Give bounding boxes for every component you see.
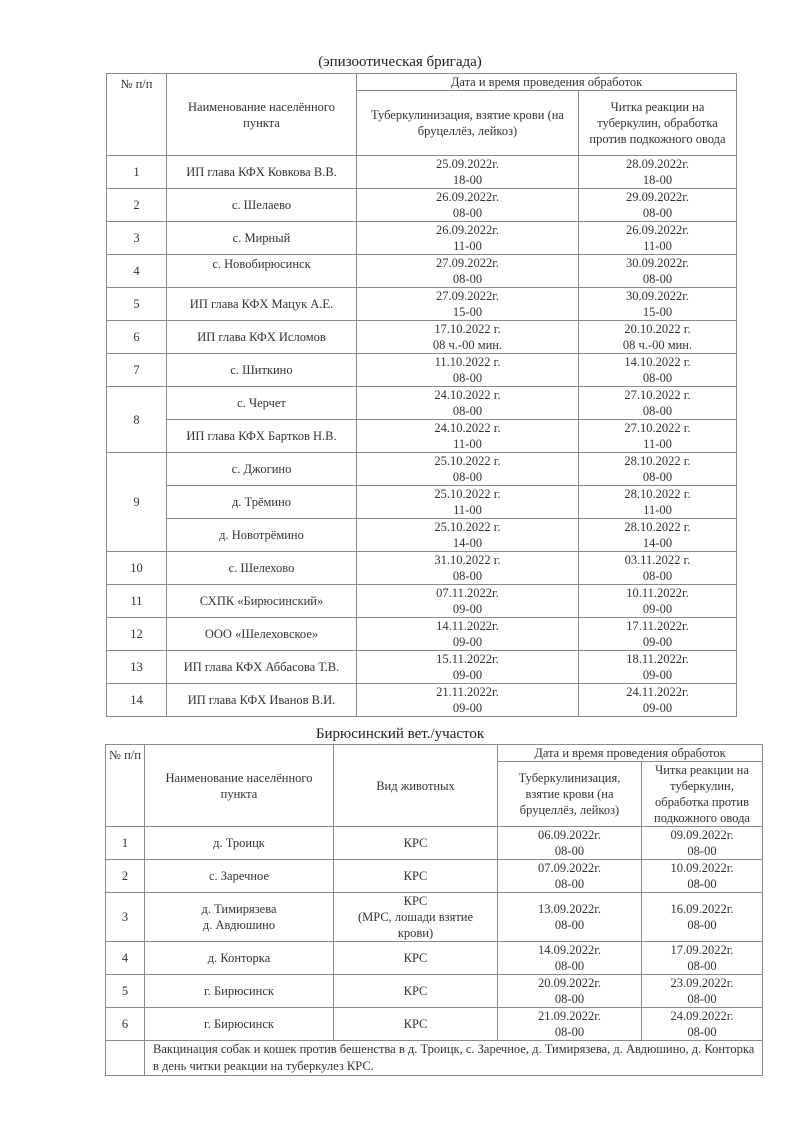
read-datetime: 09.09.2022г. 08-00 — [642, 827, 763, 860]
note-num-empty — [106, 1041, 145, 1076]
tb-datetime: 25.10.2022 г. 14-00 — [357, 519, 579, 552]
table-row — [107, 321, 737, 354]
table-row — [107, 420, 737, 453]
read-datetime: 27.10.2022 г. 08-00 — [579, 387, 737, 420]
read-datetime: 03.11.2022 г. 08-00 — [579, 552, 737, 585]
tb-datetime: 14.11.2022г. 09-00 — [357, 618, 579, 651]
tb-datetime: 07.09.2022г. 08-00 — [498, 860, 642, 893]
table-row — [107, 255, 737, 288]
settlement-name: с. Джогино — [167, 453, 357, 486]
settlement-name: ИП глава КФХ Мацук А.Е. — [167, 288, 357, 321]
table-row — [107, 156, 737, 189]
table-row — [107, 453, 737, 486]
tb-datetime: 24.10.2022 г. 11-00 — [357, 420, 579, 453]
tb-datetime: 25.10.2022 г. 08-00 — [357, 453, 579, 486]
settlement-name: д. Новотрёмино — [167, 519, 357, 552]
read-datetime: 28.09.2022г. 18-00 — [579, 156, 737, 189]
header-date-group: Дата и время проведения обработок — [498, 745, 763, 762]
tb-datetime: 24.10.2022 г. 08-00 — [357, 387, 579, 420]
table-row — [106, 942, 763, 975]
settlement-name: с. Шиткино — [167, 354, 357, 387]
header-reaction-reading: Читка реакции на туберкулин, обработка против подкожного овода — [579, 91, 737, 156]
tb-datetime: 15.11.2022г. 09-00 — [357, 651, 579, 684]
read-datetime: 23.09.2022г. 08-00 — [642, 975, 763, 1008]
animal-type: КРС — [334, 860, 498, 893]
settlement-name: с. Шелехово — [167, 552, 357, 585]
settlement-name: с. Шелаево — [167, 189, 357, 222]
settlement-name: г. Бирюсинск — [145, 1008, 334, 1041]
tb-datetime: 26.09.2022г. 08-00 — [357, 189, 579, 222]
settlement-name: СХПК «Бирюсинский» — [167, 585, 357, 618]
settlement-name: с. Черчет — [167, 387, 357, 420]
settlement-name: ИП глава КФХ Бартков Н.В. — [167, 420, 357, 453]
row-num: 4 — [106, 942, 145, 975]
read-datetime: 14.10.2022 г. 08-00 — [579, 354, 737, 387]
row-num: 2 — [106, 860, 145, 893]
row-num: 4 — [107, 255, 167, 288]
table-row — [107, 552, 737, 585]
table-row — [107, 486, 737, 519]
row-num: 6 — [107, 321, 167, 354]
animal-type: КРС (МРС, лошади взятие крови) — [334, 893, 498, 942]
row-num: 14 — [107, 684, 167, 717]
header-settlement-name: Наименование населённого пункта — [167, 74, 357, 156]
tb-datetime: 17.10.2022 г. 08 ч.-00 мин. — [357, 321, 579, 354]
tb-datetime: 20.09.2022г. 08-00 — [498, 975, 642, 1008]
table-row — [107, 387, 737, 420]
tb-datetime: 07.11.2022г. 09-00 — [357, 585, 579, 618]
settlement-name: ИП глава КФХ Исломов — [167, 321, 357, 354]
read-datetime: 27.10.2022 г. 11-00 — [579, 420, 737, 453]
table-row — [107, 189, 737, 222]
settlement-name: д. Трёмино — [167, 486, 357, 519]
read-datetime: 29.09.2022г. 08-00 — [579, 189, 737, 222]
read-datetime: 17.11.2022г. 09-00 — [579, 618, 737, 651]
row-num: 1 — [106, 827, 145, 860]
header-reaction-reading: Читка реакции на туберкулин, обработка против подкожного овода — [642, 762, 763, 827]
tb-datetime: 06.09.2022г. 08-00 — [498, 827, 642, 860]
tb-datetime: 21.11.2022г. 09-00 — [357, 684, 579, 717]
row-num: 12 — [107, 618, 167, 651]
settlement-name: с. Заречное — [145, 860, 334, 893]
note-row — [106, 1041, 763, 1076]
tb-datetime: 26.09.2022г. 11-00 — [357, 222, 579, 255]
read-datetime: 16.09.2022г. 08-00 — [642, 893, 763, 942]
settlement-name: ООО «Шелеховское» — [167, 618, 357, 651]
row-num: 5 — [106, 975, 145, 1008]
tb-datetime: 14.09.2022г. 08-00 — [498, 942, 642, 975]
section2-title: Бирюсинский вет./участок — [315, 726, 485, 742]
settlement-name: ИП глава КФХ Иванов В.И. — [167, 684, 357, 717]
table-row — [106, 1008, 763, 1041]
animal-type: КРС — [334, 827, 498, 860]
read-datetime: 28.10.2022 г. 08-00 — [579, 453, 737, 486]
tb-datetime: 27.09.2022г. 08-00 — [357, 255, 579, 288]
table-row — [107, 618, 737, 651]
animal-type: КРС — [334, 1008, 498, 1041]
header-num: № п/п — [106, 745, 145, 827]
header-num: № п/п — [107, 74, 167, 156]
tb-datetime: 31.10.2022 г. 08-00 — [357, 552, 579, 585]
row-num: 3 — [107, 222, 167, 255]
read-datetime: 18.11.2022г. 09-00 — [579, 651, 737, 684]
settlement-name: д. Конторка — [145, 942, 334, 975]
table-row — [107, 585, 737, 618]
read-datetime: 17.09.2022г. 08-00 — [642, 942, 763, 975]
read-datetime: 30.09.2022г. 08-00 — [579, 255, 737, 288]
table-row — [107, 651, 737, 684]
tb-datetime: 21.09.2022г. 08-00 — [498, 1008, 642, 1041]
read-datetime: 28.10.2022 г. 11-00 — [579, 486, 737, 519]
row-num: 2 — [107, 189, 167, 222]
settlement-name: с. Мирный — [167, 222, 357, 255]
schedule-table-biryusinsk-vet-station — [105, 744, 763, 1076]
row-num: 5 — [107, 288, 167, 321]
header-tuberculinization: Туберкулинизация, взятие крови (на бруцеллёз, лейкоз) — [357, 91, 579, 156]
row-num: 10 — [107, 552, 167, 585]
table-row — [106, 860, 763, 893]
table-row — [106, 893, 763, 942]
read-datetime: 10.11.2022г. 09-00 — [579, 585, 737, 618]
header-settlement-name: Наименование населённого пункта — [145, 745, 334, 827]
row-num: 13 — [107, 651, 167, 684]
table-row — [106, 827, 763, 860]
tb-datetime: 11.10.2022 г. 08-00 — [357, 354, 579, 387]
header-date-group: Дата и время проведения обработок — [357, 74, 737, 91]
read-datetime: 20.10.2022 г. 08 ч.-00 мин. — [579, 321, 737, 354]
settlement-name: д. Тимирязева д. Авдюшино — [145, 893, 334, 942]
tb-datetime: 25.09.2022г. 18-00 — [357, 156, 579, 189]
row-num: 1 — [107, 156, 167, 189]
read-datetime: 26.09.2022г. 11-00 — [579, 222, 737, 255]
settlement-name: г. Бирюсинск — [145, 975, 334, 1008]
tb-datetime: 27.09.2022г. 15-00 — [357, 288, 579, 321]
settlement-name: д. Троицк — [145, 827, 334, 860]
table-row — [107, 519, 737, 552]
table-row — [107, 354, 737, 387]
row-num: 7 — [107, 354, 167, 387]
read-datetime: 30.09.2022г. 15-00 — [579, 288, 737, 321]
schedule-table-epizootic-brigade — [106, 73, 737, 717]
row-num: 8 — [107, 387, 167, 453]
read-datetime: 24.09.2022г. 08-00 — [642, 1008, 763, 1041]
table-row — [106, 975, 763, 1008]
tb-datetime: 25.10.2022 г. 11-00 — [357, 486, 579, 519]
read-datetime: 28.10.2022 г. 14-00 — [579, 519, 737, 552]
header-tuberculinization: Туберкулинизация, взятие крови (на бруцеллёз, лейкоз) — [498, 762, 642, 827]
settlement-name: с. Новобирюсинск — [167, 255, 357, 288]
tb-datetime: 13.09.2022г. 08-00 — [498, 893, 642, 942]
row-num: 9 — [107, 453, 167, 552]
row-num: 6 — [106, 1008, 145, 1041]
header-animal-type: Вид животных — [334, 745, 498, 827]
table-row — [107, 222, 737, 255]
read-datetime: 24.11.2022г. 09-00 — [579, 684, 737, 717]
row-num: 11 — [107, 585, 167, 618]
animal-type: КРС — [334, 975, 498, 1008]
table-row — [107, 684, 737, 717]
animal-type: КРС — [334, 942, 498, 975]
rabies-vaccination-note: Вакцинация собак и кошек против бешенства в д. Троицк, с. Заречное, д. Тимирязева, д. Авдюшино, д. Конторка в день читки реакции на туберкулез КРС. — [145, 1041, 763, 1076]
settlement-name: ИП глава КФХ Ковкова В.В. — [167, 156, 357, 189]
section1-title: (эпизоотическая бригада) — [318, 54, 482, 70]
table-row — [107, 288, 737, 321]
settlement-name: ИП глава КФХ Аббасова Т.В. — [167, 651, 357, 684]
row-num: 3 — [106, 893, 145, 942]
read-datetime: 10.09.2022г. 08-00 — [642, 860, 763, 893]
